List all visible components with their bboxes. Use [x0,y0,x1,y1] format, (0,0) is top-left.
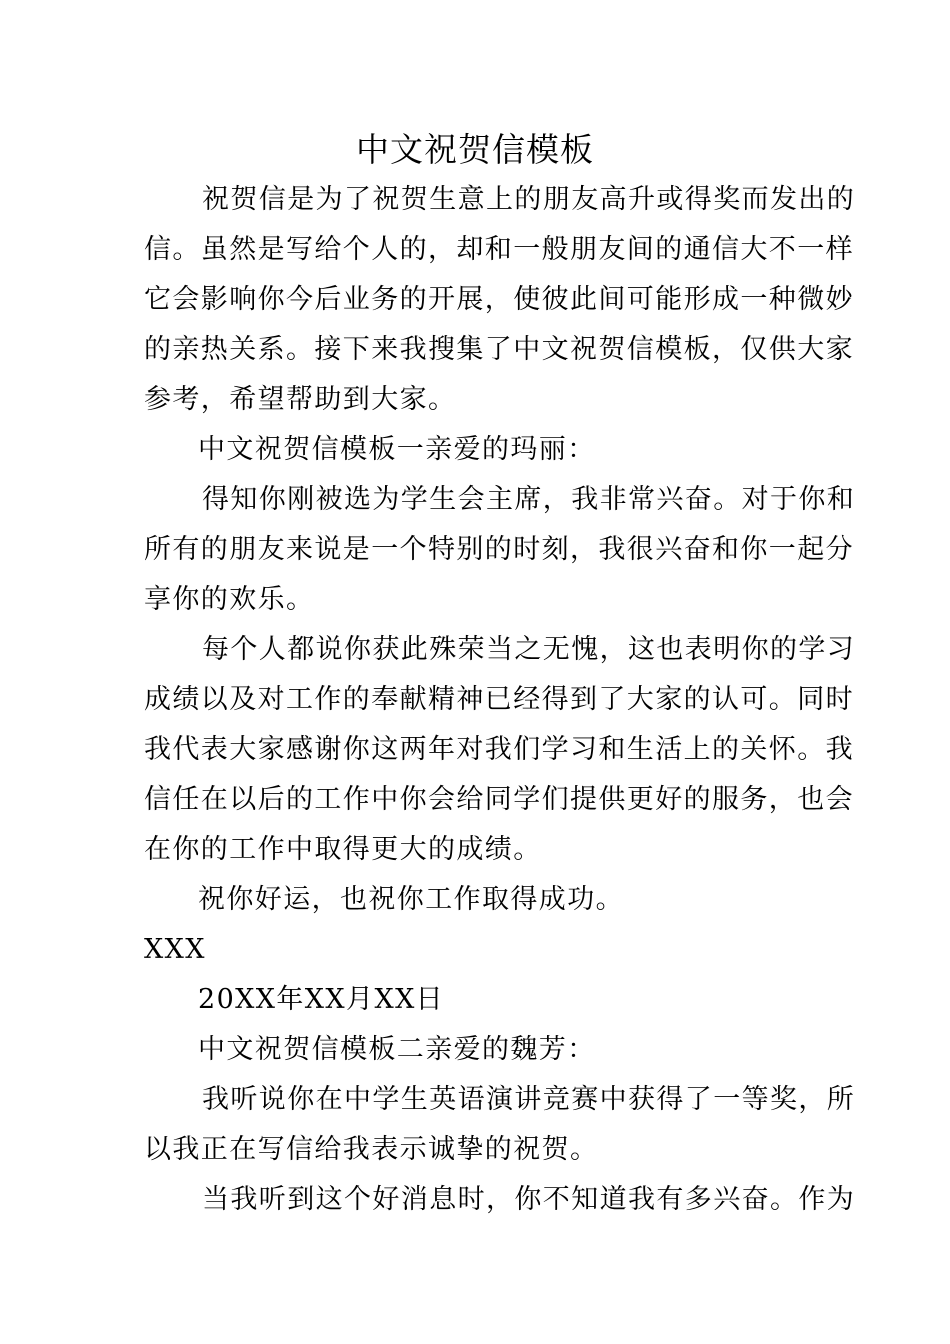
body-line: 参考，希望帮助到大家。 [144,384,457,415]
body-line: 成绩以及对工作的奉献精神已经得到了大家的认可。同时 [144,684,854,715]
body-line: 信。虽然是写给个人的，却和一般朋友间的通信大不一样 [144,234,854,265]
body-line: 我代表大家感谢你这两年对我们学习和生活上的关怀。我 [144,734,854,765]
document-title: 中文祝贺信模板 [356,130,594,169]
body-line: 每个人都说你获此殊荣当之无愧，这也表明你的学习 [202,634,856,665]
letter1-heading: 中文祝贺信模板一亲爱的玛丽： [198,434,596,465]
document-body [144,175,856,1225]
letter1-date: 20XX年XX月XX日 [198,984,445,1015]
body-line: 当我听到这个好消息时，你不知道我有多兴奋。作为 [202,1184,856,1215]
body-line: 以我正在写信给我表示诚挚的祝贺。 [144,1134,599,1165]
body-line: 信任在以后的工作中你会给同学们提供更好的服务，也会 [144,784,854,815]
body-line: 祝贺信是为了祝贺生意上的朋友高升或得奖而发出的 [202,184,856,215]
letter2-heading: 中文祝贺信模板二亲爱的魏芳： [198,1034,596,1065]
body-line: 所有的朋友来说是一个特别的时刻，我很兴奋和你一起分 [144,534,854,565]
body-line: 得知你刚被选为学生会主席，我非常兴奋。对于你和 [202,484,856,515]
body-line: 我听说你在中学生英语演讲竞赛中获得了一等奖，所 [202,1084,856,1115]
body-line: 享你的欢乐。 [144,584,315,615]
body-line: 它会影响你今后业务的开展，使彼此间可能形成一种微妙 [144,284,854,315]
body-line: 在你的工作中取得更大的成绩。 [144,834,542,865]
body-line: 的亲热关系。接下来我搜集了中文祝贺信模板，仅供大家 [144,334,854,365]
letter1-signature: XXX [144,934,206,965]
letter1-closing: 祝你好运，也祝你工作取得成功。 [198,884,624,915]
